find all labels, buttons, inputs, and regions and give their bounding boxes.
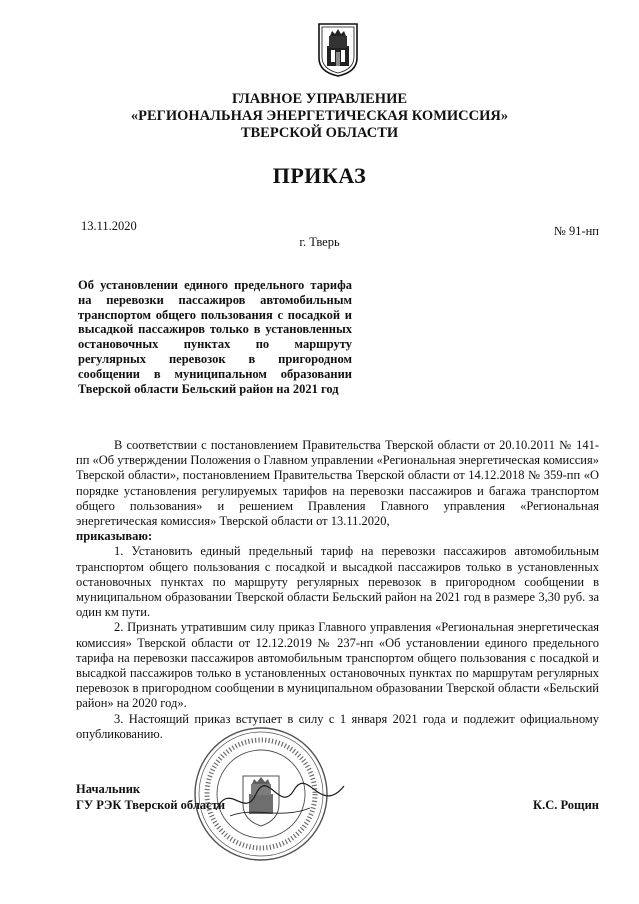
org-name-line1: ГЛАВНОЕ УПРАВЛЕНИЕ — [231, 91, 408, 107]
signer-name: К.С. Рощин — [533, 798, 599, 812]
document-subject: Об установлении единого предельного тарифа на перевозки пассажиров автомобильным транспортом общего пользования с посадкой и высадкой пассажиров только в установленных остановочных пунктах по маршруту регулярных перевозок в пригородном сообщении в муниципальном образовании Тверской области Бельский район на 2021 год — [78, 278, 352, 396]
orders-heading: приказываю: — [76, 529, 153, 544]
document-title: ПРИКАЗ — [272, 163, 367, 188]
handwritten-signature-icon — [210, 770, 350, 830]
order-item-3: 3. Настоящий приказ вступает в силу с 1 января 2021 года и подлежит официальному опубликованию. — [76, 711, 599, 741]
org-name-line3: ТВЕРСКОЙ ОБЛАСТИ — [240, 125, 399, 141]
document-body — [76, 438, 599, 742]
signer-position-line2: ГУ РЭК Тверской области — [76, 798, 226, 812]
order-item-2: 2. Признать утратившим силу приказ Главного управления «Региональная энергетическая комиссия» Тверской области от 12.12.2019 № 237-нп «Об установлении единого предельного тарифа на перевозки пассажиров автомобильным транспортом общего пользования с посадкой и высадкой пассажиров только в установленных остановочных пунктах по маршрутам регулярных перевозок в пригородном сообщении в муниципальном образовании Тверской области «Бельский район» на 2020 год». — [76, 620, 599, 711]
signer-position-line1: Начальник — [76, 782, 141, 796]
preamble-paragraph: В соответствии с постановлением Правительства Тверской области от 20.10.2011 № 141-пп «Об утверждении Положения о Главном управлении «Региональная энергетическая комиссия» Тверской области», постановлением Правительства Тверской области от 14.12.2018 № 359-пп «О порядке установления регулируемых тарифов на перевозки пассажиров и багажа транспортом общего пользования» и решением Правления Главного управления «Региональная энергетическая комиссия» Тверской области от 13.11.2020, — [76, 438, 599, 529]
document-city: г. Тверь — [299, 235, 340, 249]
tver-coat-of-arms-icon — [317, 22, 359, 78]
document-date: 13.11.2020 — [81, 219, 137, 233]
document-number: № 91-нп — [553, 224, 599, 238]
org-name-line2: «РЕГИОНАЛЬНАЯ ЭНЕРГЕТИЧЕСКАЯ КОМИССИЯ» — [130, 108, 509, 124]
order-item-1: 1. Установить единый предельный тариф на перевозки пассажиров автомобильным транспортом общего пользования с посадкой и высадкой пассажиров только в установленных остановочных пунктах по маршруту регулярных перевозок в пригородном сообщении в муниципальном образовании Тверской области Бельский район на 2021 год в размере 3,30 руб. за один км пути. — [76, 544, 599, 620]
